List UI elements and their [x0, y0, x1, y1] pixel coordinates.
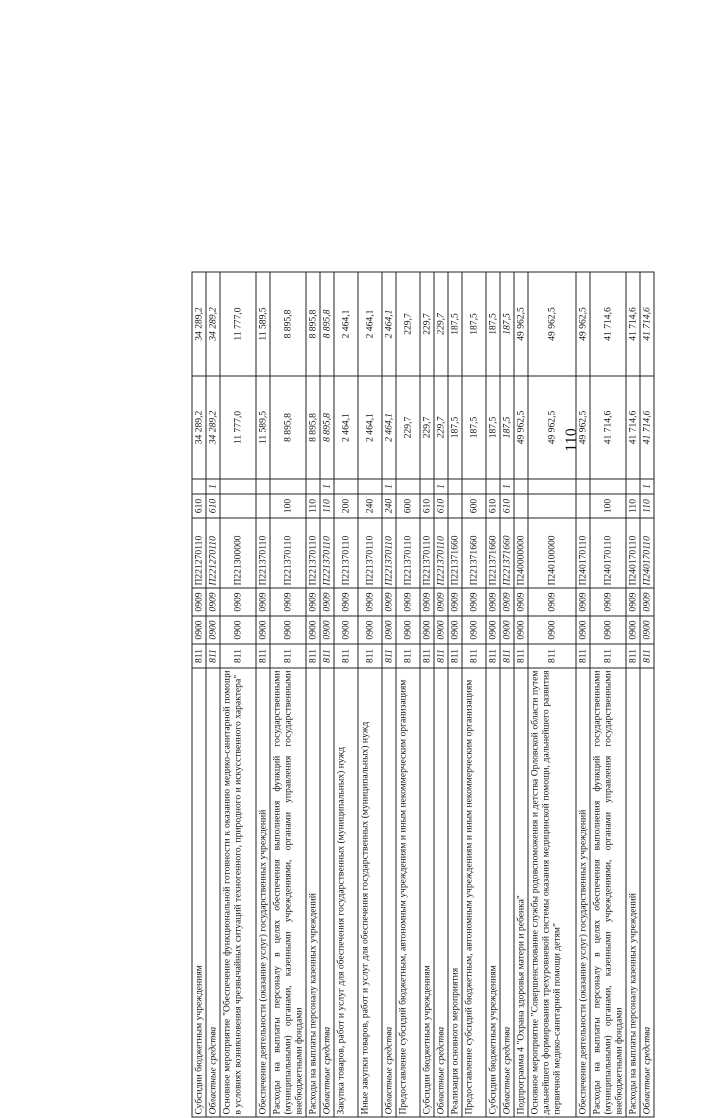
cell-gr-code: 811	[486, 644, 500, 668]
cell-section-code: 0900	[306, 616, 320, 644]
cell-gr-code: 811	[396, 644, 420, 668]
cell-target-code: П221270110	[192, 518, 206, 588]
cell-amount-2: 187,5	[500, 272, 514, 376]
cell-amount-2: 229,7	[434, 272, 448, 376]
row-name: Расходы на выплаты персоналу казенных учреждений	[306, 668, 320, 1117]
cell-expense-type: 240	[382, 494, 396, 518]
cell-gr-code: 811	[270, 644, 306, 668]
cell-subsection-code: 0909	[448, 588, 462, 616]
cell-amount: 11 777,0	[220, 376, 256, 479]
cell-source	[590, 479, 626, 494]
row-name: Расходы на выплаты персоналу в целях обеспечения выполнения функций государственными (муниципальными) органами, казенными учреждениями, органами управления государственными внебюджетными фондами	[590, 668, 626, 1117]
cell-gr-code: 811	[256, 644, 270, 668]
cell-expense-type: 610	[420, 494, 434, 518]
row-name: Субсидии бюджетным учреждениям	[420, 668, 434, 1117]
cell-amount: 41 714,6	[640, 376, 654, 479]
cell-target-code: П221370110	[270, 518, 306, 588]
cell-amount-2: 229,7	[420, 272, 434, 376]
table-row	[256, 272, 270, 1117]
cell-section-code: 0900	[590, 616, 626, 644]
table-row	[192, 272, 206, 1117]
cell-target-code: П240100000	[528, 518, 576, 588]
cell-subsection-code: 0909	[486, 588, 500, 616]
cell-target-code: П240170110	[576, 518, 590, 588]
cell-amount-2: 229,7	[396, 272, 420, 376]
cell-target-code: П221370110	[396, 518, 420, 588]
table-row	[306, 272, 320, 1117]
cell-amount-2: 11 589,5	[256, 272, 270, 376]
cell-gr-code: 811	[220, 644, 256, 668]
cell-amount: 41 714,6	[590, 376, 626, 479]
cell-target-code: П240170110	[640, 518, 654, 588]
cell-subsection-code: 0909	[306, 588, 320, 616]
cell-section-code: 0900	[462, 616, 486, 644]
cell-section-code: 0900	[640, 616, 654, 644]
cell-expense-type: 200	[334, 494, 358, 518]
cell-subsection-code: 0909	[420, 588, 434, 616]
cell-amount-2: 8 895,8	[270, 272, 306, 376]
row-name: Обеспечение деятельности (оказание услуг) государственных учреждений	[576, 668, 590, 1117]
cell-amount-2: 187,5	[448, 272, 462, 376]
cell-amount: 2 464,1	[382, 376, 396, 479]
cell-subsection-code: 0909	[434, 588, 448, 616]
cell-target-code: П221370110	[320, 518, 334, 588]
cell-subsection-code: 0909	[462, 588, 486, 616]
cell-subsection-code: 0909	[514, 588, 528, 616]
cell-amount-2: 41 714,6	[640, 272, 654, 376]
cell-amount-2: 8 895,8	[306, 272, 320, 376]
cell-expense-type: 110	[626, 494, 640, 518]
cell-section-code: 0900	[528, 616, 576, 644]
table-row	[486, 272, 500, 1117]
cell-gr-code: 811	[206, 644, 220, 668]
cell-source	[514, 479, 528, 494]
cell-source: 1	[500, 479, 514, 494]
table-row	[320, 272, 334, 1117]
cell-source	[626, 479, 640, 494]
cell-expense-type: 610	[434, 494, 448, 518]
cell-section-code: 0900	[334, 616, 358, 644]
cell-expense-type	[256, 494, 270, 518]
cell-subsection-code: 0909	[528, 588, 576, 616]
table-row	[448, 272, 462, 1117]
cell-amount: 8 895,8	[270, 376, 306, 479]
cell-amount: 229,7	[434, 376, 448, 479]
cell-source	[576, 479, 590, 494]
cell-amount: 229,7	[396, 376, 420, 479]
cell-subsection-code: 0909	[396, 588, 420, 616]
cell-expense-type	[576, 494, 590, 518]
cell-section-code: 0900	[192, 616, 206, 644]
cell-source	[256, 479, 270, 494]
cell-amount: 34 289,2	[206, 376, 220, 479]
cell-amount: 2 464,1	[358, 376, 382, 479]
cell-amount: 49 962,5	[528, 376, 576, 479]
budget-table-rotated	[192, 273, 724, 1118]
cell-amount: 34 289,2	[192, 376, 206, 479]
cell-expense-type	[528, 494, 576, 518]
cell-target-code: П221370110	[420, 518, 434, 588]
row-name: Субсидии бюджетным учреждениям	[192, 668, 206, 1117]
cell-amount-2: 2 464,1	[358, 272, 382, 376]
row-name: Областные средства	[206, 668, 220, 1117]
row-name: Основное мероприятие "Совершенствование службы родовспоможения и детства Орловской области путем дальнейшего формирования трехуровневой системы оказания медицинской помощи, дальнейшего развития первичной медико-санитарной помощи детям"	[528, 668, 576, 1117]
cell-subsection-code: 0909	[220, 588, 256, 616]
cell-expense-type: 100	[590, 494, 626, 518]
cell-amount: 187,5	[448, 376, 462, 479]
cell-section-code: 0900	[514, 616, 528, 644]
cell-amount-2: 187,5	[462, 272, 486, 376]
cell-target-code: П221370110	[382, 518, 396, 588]
row-name: Предоставление субсидий бюджетным, автономным учреждениям и иным некоммерческим организациям	[396, 668, 420, 1117]
table-row	[382, 272, 396, 1117]
table-row	[434, 272, 448, 1117]
row-name: Расходы на выплаты персоналу в целях обеспечения выполнения функций государственными (муниципальными) органами, казенными учреждениями, органами управления государственными внебюджетными фондами	[270, 668, 306, 1117]
cell-amount-2: 49 962,5	[514, 272, 528, 376]
cell-source	[448, 479, 462, 494]
table-row	[334, 272, 358, 1117]
cell-expense-type: 610	[486, 494, 500, 518]
table-row	[462, 272, 486, 1117]
cell-source	[306, 479, 320, 494]
cell-expense-type	[514, 494, 528, 518]
cell-amount: 41 714,6	[626, 376, 640, 479]
cell-amount-2: 187,5	[486, 272, 500, 376]
cell-expense-type: 110	[320, 494, 334, 518]
cell-source	[528, 479, 576, 494]
cell-amount: 8 895,8	[320, 376, 334, 479]
table-row	[500, 272, 514, 1117]
cell-expense-type: 600	[396, 494, 420, 518]
cell-amount: 49 962,5	[576, 376, 590, 479]
table-row	[358, 272, 382, 1117]
cell-expense-type: 240	[358, 494, 382, 518]
cell-subsection-code: 0909	[192, 588, 206, 616]
cell-amount-2: 2 464,1	[334, 272, 358, 376]
cell-source: 1	[206, 479, 220, 494]
table-row	[626, 272, 640, 1117]
cell-target-code: П240170110	[626, 518, 640, 588]
cell-amount: 49 962,5	[514, 376, 528, 479]
cell-gr-code: 811	[192, 644, 206, 668]
cell-target-code: П221371660	[500, 518, 514, 588]
cell-gr-code: 811	[590, 644, 626, 668]
cell-gr-code: 811	[306, 644, 320, 668]
cell-gr-code: 811	[640, 644, 654, 668]
cell-subsection-code: 0909	[270, 588, 306, 616]
cell-section-code: 0900	[448, 616, 462, 644]
cell-source	[462, 479, 486, 494]
cell-subsection-code: 0909	[358, 588, 382, 616]
cell-source	[270, 479, 306, 494]
cell-subsection-code: 0909	[382, 588, 396, 616]
cell-source	[358, 479, 382, 494]
cell-amount-2: 11 777,0	[220, 272, 256, 376]
cell-expense-type	[220, 494, 256, 518]
cell-section-code: 0900	[320, 616, 334, 644]
table-row	[396, 272, 420, 1117]
cell-gr-code: 811	[462, 644, 486, 668]
cell-target-code: П221370110	[358, 518, 382, 588]
cell-source	[192, 479, 206, 494]
cell-expense-type: 600	[462, 494, 486, 518]
cell-target-code: П221370110	[256, 518, 270, 588]
cell-section-code: 0900	[358, 616, 382, 644]
cell-subsection-code: 0909	[320, 588, 334, 616]
cell-gr-code: 811	[448, 644, 462, 668]
row-name: Закупка товаров, работ и услуг для обеспечения государственных (муниципальных) нужд	[334, 668, 358, 1117]
cell-target-code: П240000000	[514, 518, 528, 588]
cell-amount-2: 41 714,6	[590, 272, 626, 376]
cell-section-code: 0900	[206, 616, 220, 644]
table-row	[576, 272, 590, 1117]
cell-gr-code: 811	[320, 644, 334, 668]
page-number: 110	[563, 428, 580, 452]
cell-amount-2: 8 895,8	[320, 272, 334, 376]
cell-amount-2: 34 289,2	[192, 272, 206, 376]
cell-section-code: 0900	[270, 616, 306, 644]
cell-amount-2: 34 289,2	[206, 272, 220, 376]
cell-expense-type: 100	[270, 494, 306, 518]
table-row	[206, 272, 220, 1117]
cell-target-code: П221370110	[306, 518, 320, 588]
cell-amount-2: 49 962,5	[528, 272, 576, 376]
cell-target-code: П221370110	[434, 518, 448, 588]
cell-source: 1	[382, 479, 396, 494]
cell-amount: 187,5	[462, 376, 486, 479]
cell-section-code: 0900	[434, 616, 448, 644]
cell-target-code: П221371660	[462, 518, 486, 588]
cell-gr-code: 811	[334, 644, 358, 668]
table-row	[420, 272, 434, 1117]
cell-section-code: 0900	[396, 616, 420, 644]
cell-gr-code: 811	[514, 644, 528, 668]
cell-subsection-code: 0909	[626, 588, 640, 616]
cell-amount-2: 41 714,6	[626, 272, 640, 376]
cell-source	[396, 479, 420, 494]
cell-section-code: 0900	[576, 616, 590, 644]
cell-section-code: 0900	[500, 616, 514, 644]
cell-subsection-code: 0909	[590, 588, 626, 616]
cell-source	[334, 479, 358, 494]
table-body	[192, 272, 654, 1117]
row-name: Реализация основного мероприятия	[448, 668, 462, 1117]
cell-gr-code: 811	[382, 644, 396, 668]
cell-amount: 8 895,8	[306, 376, 320, 479]
table-row	[220, 272, 256, 1117]
cell-expense-type	[448, 494, 462, 518]
row-name: Иные закупки товаров, работ и услуг для обеспечения государственных (муниципальных) нужд	[358, 668, 382, 1117]
cell-section-code: 0900	[382, 616, 396, 644]
row-name: Областные средства	[382, 668, 396, 1117]
cell-source	[486, 479, 500, 494]
row-name: Областные средства	[640, 668, 654, 1117]
cell-section-code: 0900	[626, 616, 640, 644]
cell-subsection-code: 0909	[640, 588, 654, 616]
cell-amount: 187,5	[486, 376, 500, 479]
cell-source	[220, 479, 256, 494]
row-name: Основное мероприятие "Обеспечение функциональной готовности к оказанию медико-санитарной помощи в условиях возникновения чрезвычайных ситуаций техногенного, природного и искусственного характера"	[220, 668, 256, 1117]
table-row	[270, 272, 306, 1117]
cell-subsection-code: 0909	[500, 588, 514, 616]
cell-gr-code: 811	[434, 644, 448, 668]
cell-subsection-code: 0909	[334, 588, 358, 616]
cell-amount: 229,7	[420, 376, 434, 479]
cell-subsection-code: 0909	[256, 588, 270, 616]
row-name: Обеспечение деятельности (оказание услуг) государственных учреждений	[256, 668, 270, 1117]
cell-gr-code: 811	[500, 644, 514, 668]
cell-section-code: 0900	[420, 616, 434, 644]
row-name: Подпрограмма 4 "Охрана здоровья матери и ребенка"	[514, 668, 528, 1117]
cell-source: 1	[640, 479, 654, 494]
cell-gr-code: 811	[576, 644, 590, 668]
cell-amount: 2 464,1	[334, 376, 358, 479]
table-row	[640, 272, 654, 1117]
cell-source: 1	[320, 479, 334, 494]
row-name: Субсидии бюджетным учреждениям	[486, 668, 500, 1117]
cell-expense-type: 110	[306, 494, 320, 518]
table-row	[590, 272, 626, 1117]
cell-subsection-code: 0909	[576, 588, 590, 616]
cell-source	[420, 479, 434, 494]
row-name: Областные средства	[320, 668, 334, 1117]
row-name: Областные средства	[500, 668, 514, 1117]
cell-target-code: П221300000	[220, 518, 256, 588]
cell-amount: 187,5	[500, 376, 514, 479]
row-name: Областные средства	[434, 668, 448, 1117]
cell-target-code: П221370110	[334, 518, 358, 588]
budget-table	[192, 272, 655, 1118]
cell-gr-code: 811	[626, 644, 640, 668]
cell-gr-code: 811	[420, 644, 434, 668]
cell-target-code: П240170110	[590, 518, 626, 588]
cell-section-code: 0900	[220, 616, 256, 644]
cell-expense-type: 610	[206, 494, 220, 518]
cell-gr-code: 811	[358, 644, 382, 668]
table-row	[514, 272, 528, 1117]
cell-amount: 11 589,5	[256, 376, 270, 479]
cell-amount-2: 49 962,5	[576, 272, 590, 376]
table-row	[528, 272, 576, 1117]
row-name: Расходы на выплаты персоналу казенных учреждений	[626, 668, 640, 1117]
cell-target-code: П221270110	[206, 518, 220, 588]
cell-source: 1	[434, 479, 448, 494]
cell-subsection-code: 0909	[206, 588, 220, 616]
cell-target-code: П221371660	[448, 518, 462, 588]
cell-expense-type: 110	[640, 494, 654, 518]
cell-amount-2: 2 464,1	[382, 272, 396, 376]
cell-expense-type: 610	[500, 494, 514, 518]
cell-expense-type: 610	[192, 494, 206, 518]
cell-gr-code: 811	[528, 644, 576, 668]
cell-target-code: П221371660	[486, 518, 500, 588]
row-name: Предоставление субсидий бюджетным, автономным учреждениям и иным некоммерческим организациям	[462, 668, 486, 1117]
cell-section-code: 0900	[486, 616, 500, 644]
cell-section-code: 0900	[256, 616, 270, 644]
